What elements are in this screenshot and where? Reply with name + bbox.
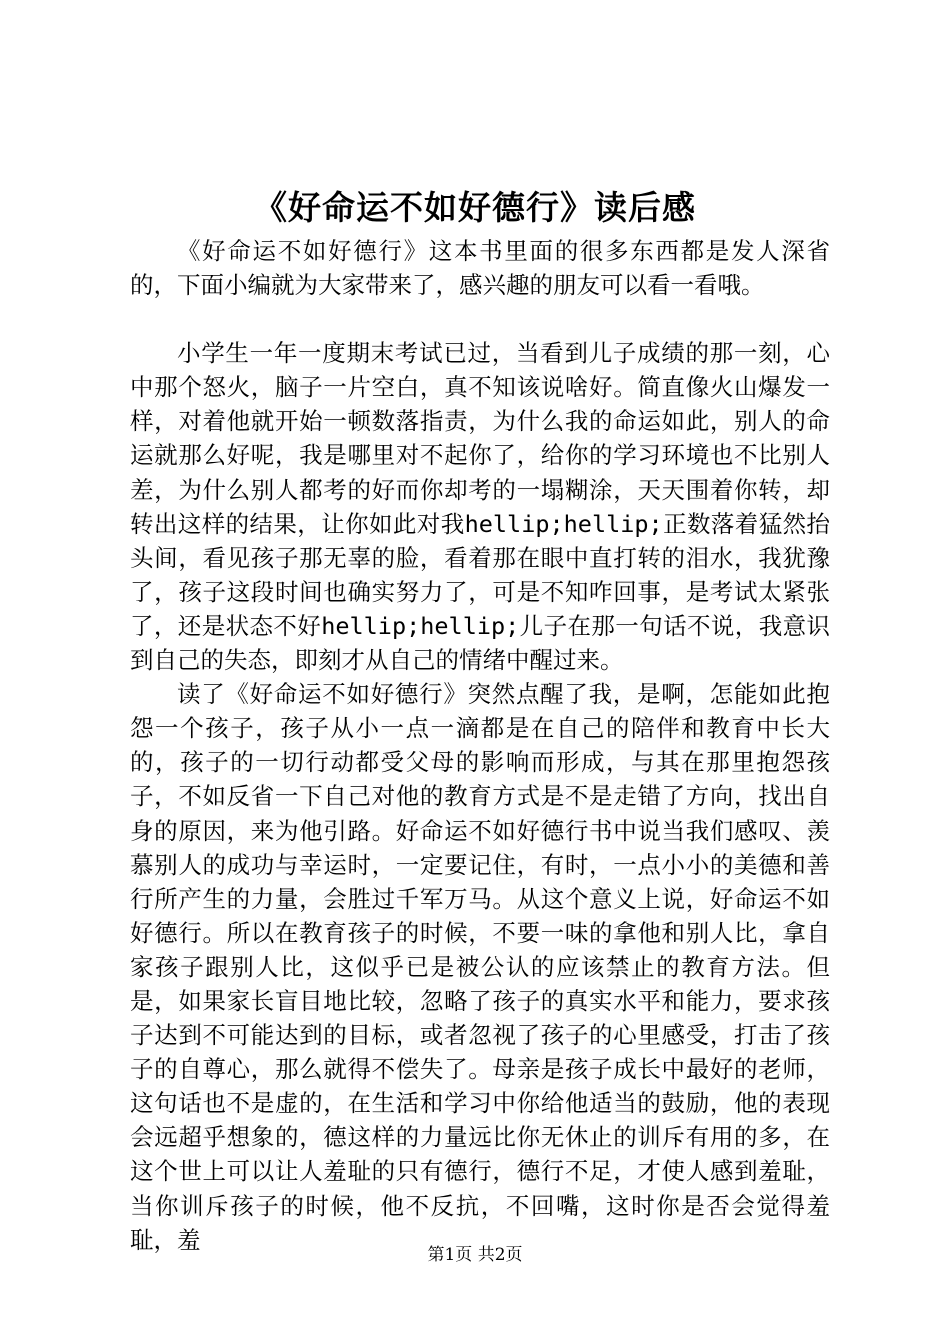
page-footer: 第1页 共2页 — [427, 1245, 523, 1265]
paragraph-reflection: 读了《好命运不如好德行》突然点醒了我，是啊，怎能如此抱怨一个孩子，孩子从小一点一滴都是在自己的陪伴和教育中长大的，孩子的一切行动都受父母的影响而形成，与其在那里抱怨孩子，不如反省一下自己对他的教育方式是不是走错了方向，找出自身的原因，来为他引路。好命运不如好德行书中说当我们感叹、羡慕别人的成功与幸运时，一定要记住，有时，一点小小的美德和善行所产生的力量，会胜过千军万马。从这个意义上说，好命运不如好德行。所以在教育孩子的时候，不要一味的拿他和别人比，拿自家孩子跟别人比，这似乎已是被公认的应该禁止的教育方法。但是，如果家长盲目地比较，忽略了孩子的真实水平和能力，要求孩子达到不可能达到的目标，或者忽视了孩子的心里感受，打击了孩子的自尊心，那么就得不偿失了。母亲是孩子成长中最好的老师，这句话也不是虚的，在生活和学习中你给他适当的鼓励，他的表现会远超乎想象的，德这样的力量远比你无休止的训斥有用的多，在这个世上可以让人羞耻的只有德行，德行不足，才使人感到羞耻，当你训斥孩子的时候，他不反抗，不回嘴，这时你是否会觉得羞耻，羞 — [130, 680, 830, 1254]
paragraph-intro: 《好命运不如好德行》这本书里面的很多东西都是发人深省的，下面小编就为大家带来了，感兴趣的朋友可以看一看哦。 — [130, 237, 830, 300]
document-title: 《好命运不如好德行》读后感 — [254, 188, 696, 227]
paragraph-exam: 小学生一年一度期末考试已过，当看到儿子成绩的那一刻，心中那个怒火，脑子一片空白，真不知该说啥好。简直像火山爆发一样，对着他就开始一顿数落指责，为什么我的命运如此，别人的命运就那么好呢，我是哪里对不起你了，给你的学习环境也不比别人差，为什么别人都考的好而你却考的一塌糊涂，天天围着你转，却转出这样的结果，让你如此对我hellip;hellip;正数落着猛然抬头间，看见孩子那无辜的脸，看着那在眼中直打转的泪水，我犹豫了，孩子这段时间也确实努力了，可是不知咋回事，是考试太紧张了，还是状态不好hellip;hellip;儿子在那一句话不说，我意识到自己的失态，即刻才从自己的情绪中醒过来。 — [130, 339, 830, 675]
document-body — [130, 234, 830, 1257]
